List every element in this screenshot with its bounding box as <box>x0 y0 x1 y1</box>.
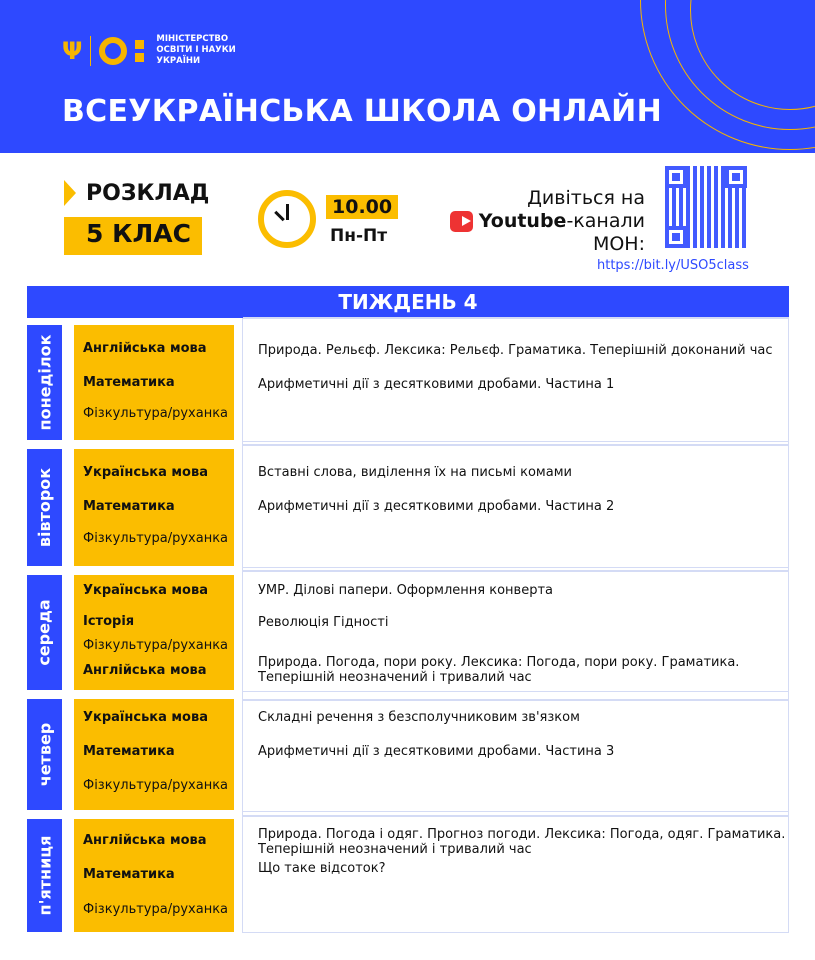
subjects-cell <box>74 325 234 440</box>
youtube-icon <box>450 211 473 232</box>
subject-item: Українська мова <box>83 583 208 598</box>
youtube-promo: Дивіться на Youtube-канали МОН: <box>450 187 645 256</box>
day-label: понеділок <box>27 325 62 440</box>
subject-item: Фізкультура/руханка <box>83 778 229 793</box>
topic-item: Арифметичні дії з десятковими дробами. Частина 3 <box>258 744 615 759</box>
subject-item: Математика <box>83 499 175 514</box>
subject-item: Математика <box>83 744 175 759</box>
youtube-link[interactable]: https://bit.ly/USO5class <box>597 258 749 273</box>
ministry-name-line: МІНІСТЕРСТВО <box>156 34 229 44</box>
header-banner <box>0 0 815 153</box>
topic-item: Природа. Погода і одяг. Прогноз погоди. Лексика: Погода, одяг. Граматика. Теперішній неозначений і тривалий час <box>258 827 786 857</box>
day-row <box>27 575 789 690</box>
day-label: четвер <box>27 699 62 810</box>
topic-item: Арифметичні дії з десятковими дробами. Частина 1 <box>258 377 615 392</box>
topics-cell <box>243 567 789 685</box>
subject-item: Фізкультура/руханка <box>83 406 229 421</box>
subject-item: Історія <box>83 614 135 629</box>
qr-code <box>665 166 747 248</box>
day-label: вівторок <box>27 449 62 566</box>
subject-item: Англійська мова <box>83 341 207 356</box>
day-label: середа <box>27 575 62 690</box>
topics-cell <box>243 691 789 759</box>
week-header: ТИЖДЕНЬ 4 <box>27 286 789 318</box>
day-row <box>27 449 789 566</box>
subject-item: Англійська мова <box>83 663 207 678</box>
subject-item: Українська мова <box>83 710 208 725</box>
logo-ring-icon <box>99 37 127 65</box>
subject-item: Фізкультура/руханка <box>83 902 229 917</box>
grade-badge: 5 КЛАС <box>64 217 202 255</box>
day-row <box>27 325 789 440</box>
topics-cell <box>243 317 789 392</box>
subject-item: Англійська мова <box>83 833 207 848</box>
day-row <box>27 699 789 810</box>
topic-item: Вставні слова, виділення їх на письмі комами <box>258 465 572 480</box>
page-title: ВСЕУКРАЇНСЬКА ШКОЛА ОНЛАЙН <box>62 94 662 129</box>
topic-item: Природа. Погода, пори року. Лексика: Погода, пори року. Граматика. Теперішній неозначений і тривалий час <box>258 655 740 685</box>
broadcast-days: Пн-Пт <box>330 226 388 246</box>
topic-item: Що таке відсоток? <box>258 861 386 876</box>
ministry-name-line: УКРАЇНИ <box>156 56 201 66</box>
day-row <box>27 819 789 932</box>
topics-cell <box>243 811 789 876</box>
topic-item: Революція Гідності <box>258 615 389 630</box>
arrow-icon <box>64 180 76 206</box>
broadcast-time: 10.00 <box>326 195 398 219</box>
topic-item: Арифметичні дії з десятковими дробами. Частина 2 <box>258 499 615 514</box>
subjects-cell <box>74 699 234 810</box>
topics-cell <box>243 441 789 514</box>
schedule-label: РОЗКЛАД <box>64 180 209 206</box>
subject-item: Фізкультура/руханка <box>83 638 229 653</box>
subjects-cell <box>74 575 234 690</box>
subjects-cell <box>74 819 234 932</box>
ministry-name-line: ОСВІТИ І НАУКИ <box>156 45 236 55</box>
subject-item: Математика <box>83 867 175 882</box>
topic-item: Природа. Рельєф. Лексика: Рельєф. Граматика. Теперішній доконаний час <box>258 343 773 358</box>
ministry-logo <box>62 34 236 67</box>
clock-icon <box>258 190 316 248</box>
subject-item: Математика <box>83 375 175 390</box>
subjects-cell <box>74 449 234 566</box>
day-label: п'ятниця <box>27 819 62 932</box>
topic-item: Складні речення з безсполучниковим зв'язком <box>258 710 580 725</box>
subject-item: Українська мова <box>83 465 208 480</box>
topic-item: УМР. Ділові папери. Оформлення конверта <box>258 583 553 598</box>
subject-item: Фізкультура/руханка <box>83 531 229 546</box>
trident-icon: Ψ <box>62 36 83 65</box>
